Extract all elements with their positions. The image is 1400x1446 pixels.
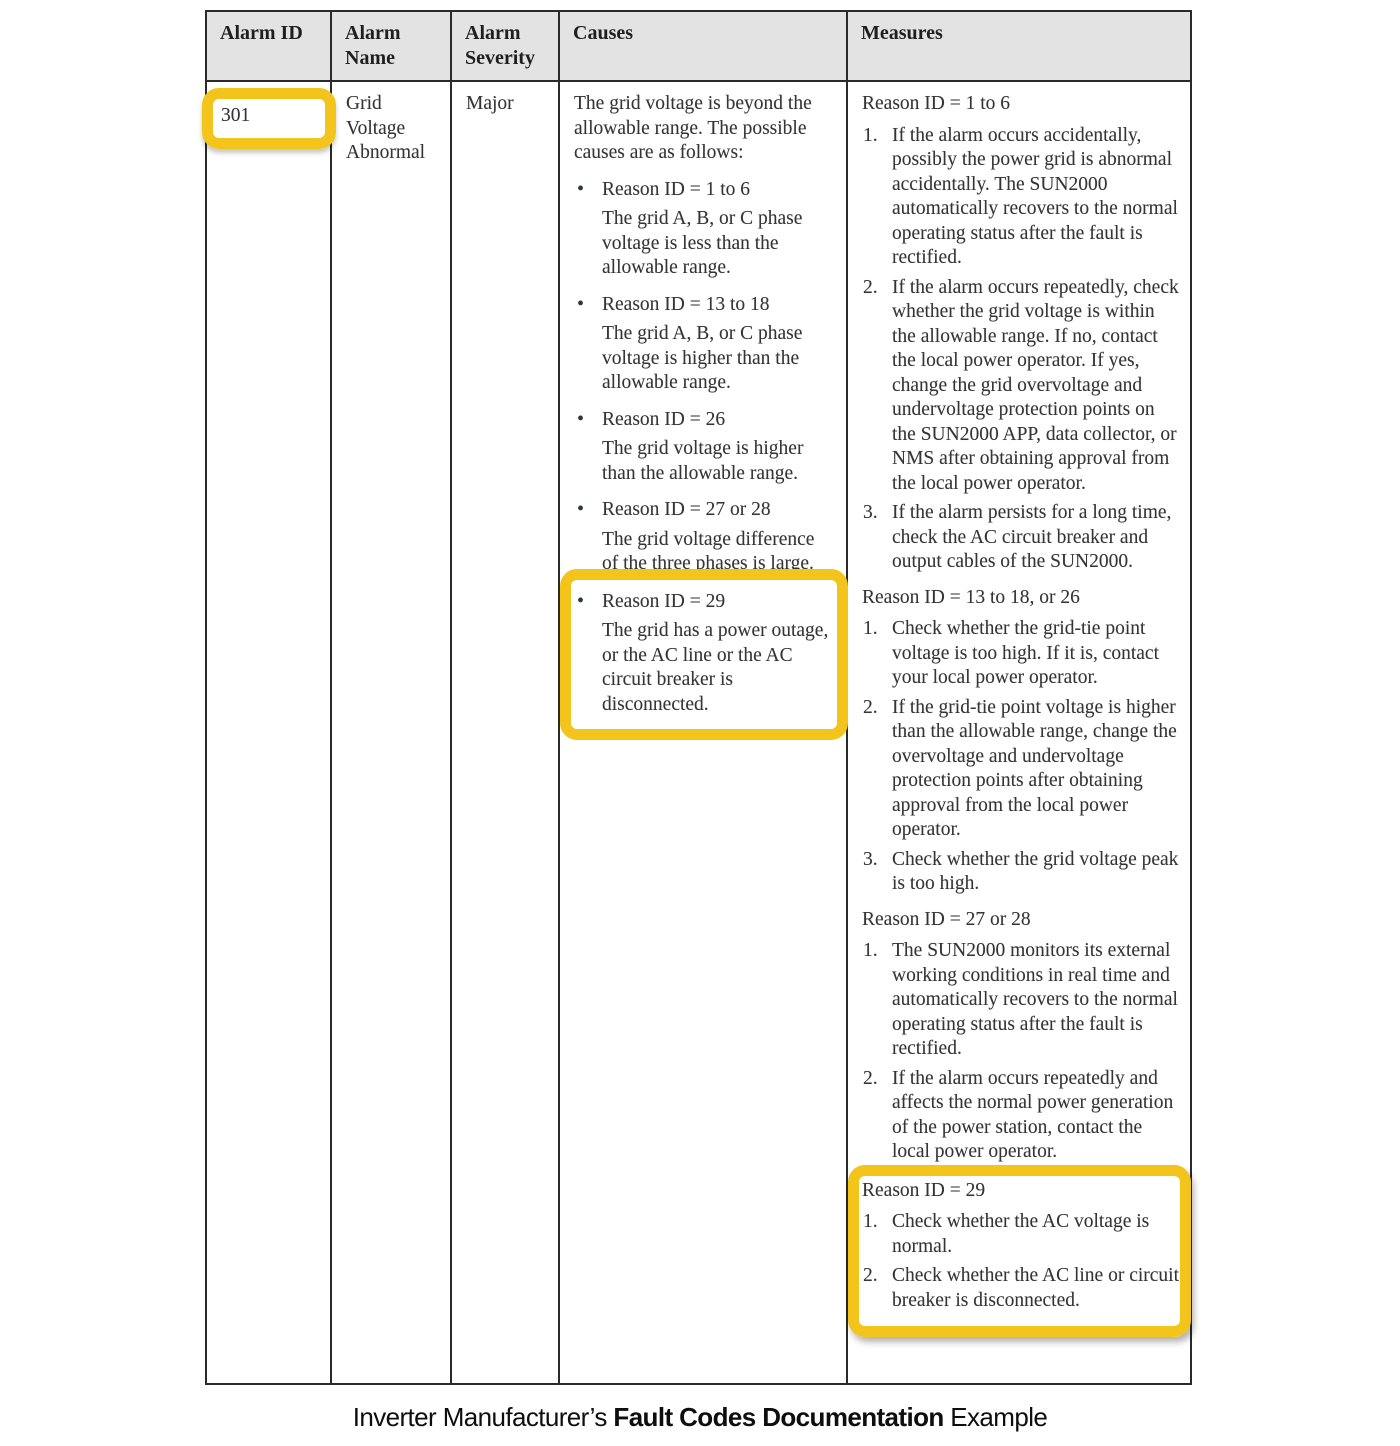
cause-reason-desc: The grid has a power outage, or the AC line or the AC circuit breaker is disconnected. — [602, 620, 829, 715]
measure-step: If the alarm occurs repeatedly and affects the normal power generation of the power station, contact the local power operator. — [892, 1067, 1174, 1162]
figure-caption — [0, 1402, 1400, 1433]
cause-bullet — [574, 498, 835, 577]
measures-group — [862, 92, 1179, 575]
cause-reason-desc: The grid voltage difference of the three phases is large. — [602, 528, 815, 574]
measure-step: If the alarm occurs accidentally, possibly the power grid is abnormal accidentally. The SUN2000 automatically recovers to the normal operating status after the fault is rectified. — [892, 124, 1178, 268]
alarm-id-value: 301 — [221, 105, 251, 126]
cause-bullet — [574, 408, 835, 487]
causes-intro: The grid voltage is beyond the allowable range. The possible causes are as follows: — [574, 93, 812, 163]
alarm-severity-value: Major — [466, 93, 514, 114]
cause-reason-desc: The grid A, B, or C phase voltage is higher than the allowable range. — [602, 323, 803, 393]
cell-alarm-severity — [452, 82, 560, 1383]
caption-bold-title: Fault Codes Documentation — [613, 1402, 944, 1432]
cause-bullet — [574, 590, 835, 718]
cause-reason-title: • Reason ID = 27 or 28 — [574, 498, 835, 523]
caption-suffix: Example — [943, 1402, 1048, 1432]
cause-reason-desc: The grid A, B, or C phase voltage is less than the allowable range. — [602, 208, 803, 278]
measure-step: Check whether the grid voltage peak is too high. — [892, 848, 1179, 894]
measures-group — [862, 586, 1179, 897]
measure-step: Check whether the AC voltage is normal. — [892, 1211, 1150, 1257]
cause-bullet — [574, 178, 835, 281]
header-alarm-severity: Alarm Severity — [452, 12, 560, 82]
measure-step: If the grid-tie point voltage is higher than the allowable range, change the overvoltage and undervoltage protection points after obtaining approval from the local power operator. — [892, 696, 1177, 840]
cause-reason-title: • Reason ID = 13 to 18 — [574, 293, 835, 318]
fault-codes-table — [205, 10, 1192, 1385]
header-alarm-name: Alarm Name — [332, 12, 452, 82]
measure-step: Check whether the AC line or circuit breaker is disconnected. — [892, 1265, 1179, 1311]
caption-prefix: Inverter Manufacturer’s — [352, 1402, 614, 1432]
highlight-box-causes-reason-29 — [560, 569, 848, 741]
measures-group — [862, 908, 1179, 1165]
cell-measures — [848, 82, 1190, 1383]
cell-causes — [560, 82, 848, 1383]
header-causes: Causes — [560, 12, 848, 82]
highlight-box-measures-reason-29 — [848, 1165, 1191, 1338]
measure-step: Check whether the grid-tie point voltage is too high. If it is, contact your local power operator. — [892, 618, 1159, 688]
measure-step: The SUN2000 monitors its external working conditions in real time and automatically recovers to the normal operating status after the fault is rectified. — [892, 940, 1178, 1059]
highlight-box-alarm-id — [202, 88, 336, 149]
cell-alarm-id — [207, 82, 332, 1383]
cause-reason-title: • Reason ID = 29 — [574, 590, 835, 615]
cell-alarm-name — [332, 82, 452, 1383]
measures-heading: Reason ID = 27 or 28 — [862, 908, 1031, 930]
measure-step: If the alarm persists for a long time, check the AC circuit breaker and output cables of the SUN2000. — [892, 502, 1172, 572]
measures-group — [862, 1179, 1179, 1314]
measure-step: If the alarm occurs repeatedly, check whether the grid voltage is within the allowable range. If no, contact the local power operator. If yes, change the grid overvoltage and undervoltage protection points on the SUN2000 APP, data collector, or NMS after obtaining approval from the local power operator. — [892, 276, 1179, 494]
cause-reason-desc: The grid voltage is higher than the allowable range. — [602, 438, 804, 484]
measures-heading: Reason ID = 29 — [862, 1179, 986, 1201]
header-measures: Measures — [848, 12, 1190, 82]
cause-bullet — [574, 293, 835, 396]
measures-heading: Reason ID = 13 to 18, or 26 — [862, 586, 1080, 608]
alarm-name-value: Grid Voltage Abnormal — [346, 93, 426, 163]
cause-reason-title: • Reason ID = 1 to 6 — [574, 178, 835, 203]
cause-reason-title: • Reason ID = 26 — [574, 408, 835, 433]
header-alarm-id: Alarm ID — [207, 12, 332, 82]
measures-heading: Reason ID = 1 to 6 — [862, 93, 1011, 114]
